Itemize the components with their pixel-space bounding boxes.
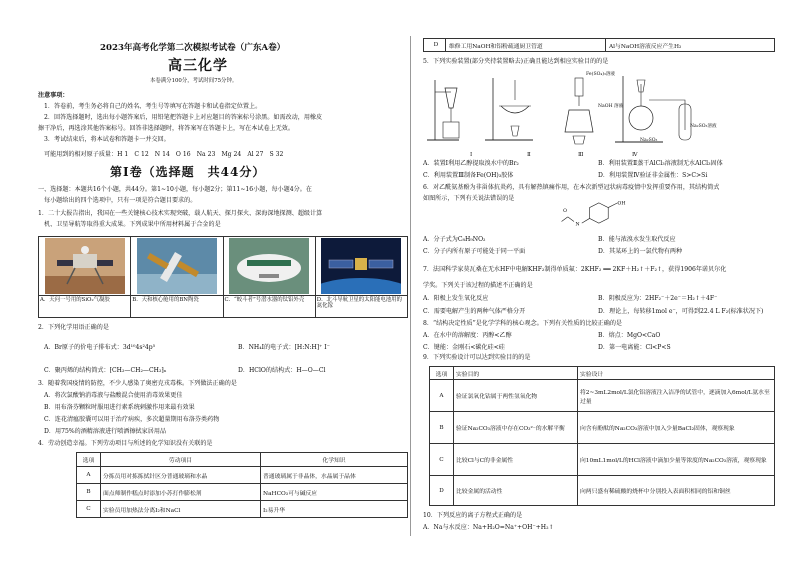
q6-stem: 6．对乙酰氨基酚为非甾体抗炎药，具有解热镇痛作用，在本次新型冠状病毒疫情中发挥重要作用，其结构简式 — [423, 184, 720, 191]
q3-option-c[interactable]: C．连花清瘟胶囊可以用于治疗病疾，多次超量期用布洛芬类药物 — [44, 416, 220, 423]
svg-text:N: N — [575, 222, 580, 228]
q2-option-c[interactable]: C．聚丙烯的结构简式：⁅CH₂—CH₂—CH₂⁆ₙ — [44, 367, 167, 374]
q1-stem: 机、卫星导航等取得重大成果。下列成果中所用材料属于合金的是 — [44, 221, 221, 228]
q4-option-d-row — [423, 38, 775, 52]
q6-option-c[interactable]: C．分子内所有原子可能处于同一平面 — [423, 248, 526, 255]
space-station-image — [131, 237, 223, 295]
q4-cell: 实验员用加热法分离I₂和NaCl — [101, 501, 261, 518]
q8-option-a[interactable]: A．在水中的溶解度：丙醇<乙醇 — [423, 332, 512, 339]
q4-cell: B — [77, 484, 101, 501]
q9-cell: 比较金属的活动性 — [454, 476, 578, 506]
q10-option-a[interactable]: A．Na与水反应：Na+H₂O=Na⁺+OH⁻+H₂↑ — [423, 524, 554, 531]
q5-stem: 5．下列实验装置(部分夹持装置略去)正确且能达到相应实验目的的是 — [423, 58, 609, 65]
q3-option-a[interactable]: A．将次氯酸钠消毒液与盐酸混合使用消毒效果更佳 — [44, 392, 183, 399]
q7-option-c[interactable]: C．需要电解产生的两种气体严格分开 — [423, 308, 526, 315]
q9-cell: 向含有酚酞的Na₂CO₃溶液中加入少量BaCl₂固体，观察现象 — [578, 412, 775, 444]
note-line: 3．考试结束后，将本试卷和答题卡一并交回。 — [44, 136, 170, 143]
q9-cell: 比较Cl与C的非金属性 — [454, 444, 578, 476]
q7-stem: 学奖。下列关于该过程的描述不正确的是 — [423, 282, 533, 289]
note-line: 2．回答选择题时，选出每小题答案后，用铅笔把答题卡上对应题目的答案标号涂黑。如需改动，用橡皮 — [44, 114, 323, 121]
q4-cell: NaHCO₃可与碱反应 — [261, 484, 408, 501]
section-heading: 第Ⅰ卷（选择题 共44分） — [110, 165, 266, 179]
svg-text:OH: OH — [617, 201, 626, 207]
exam-title: 2023年高考化学第二次模拟考试卷（广东A卷） — [100, 43, 286, 53]
apparatus-label: Ⅲ — [578, 152, 584, 158]
q5-option-b[interactable]: B．利用装置Ⅱ蒸干AlCl₃溶液制无水AlCl₃固体 — [598, 160, 723, 167]
apparatus-reagent: NaOH 溶液 — [598, 104, 624, 109]
q10-stem: 10．下列反应的离子方程式正确的是 — [423, 512, 523, 519]
q7-stem: 7．法国科学家莫瓦桑在无水HF中电解KHF₂制得单质氟：2KHF₂ ══ 2KF＋H₂↑＋F₂↑，获得1906年诺贝尔化 — [423, 266, 727, 273]
q2-option-a[interactable]: A．Br原子的价电子排布式：3d¹⁰4s²4p⁵ — [44, 344, 156, 351]
q8-stem: 8．“结构决定性质”是化学学科的核心观念。下列有关性质的比较正确的是 — [423, 320, 623, 327]
q2-option-d[interactable]: D．HClO的结构式：H—O—Cl — [238, 367, 326, 374]
q4-cell: D — [424, 39, 446, 51]
apparatus-reagent: Fe(SO₄)₃溶液 — [586, 72, 616, 77]
svg-text:O: O — [563, 209, 567, 215]
q9-cell: D — [430, 476, 454, 506]
q9-cell: 向两只盛有稀硫酸的烧杯中分别投入表面积相同的铝和铜丝 — [578, 476, 775, 506]
q4-cell: 普通玻璃属于非晶体，水晶属于晶体 — [261, 467, 408, 484]
q9-cell: 向10mL1mol/L的HCl溶液中滴加少量等浓度的Na₂CO₃溶液，观察现象 — [578, 444, 775, 476]
q9-cell: 验证氯氧化钴属于两性氢氧化物 — [454, 380, 578, 412]
q1-options-row — [38, 296, 408, 318]
note-line: 擦干净后，再选涂其他答案标号。回答非选择题时，将答案写在答题卡上，写在本试卷上无效。 — [38, 125, 294, 132]
subject-title: 高三化学 — [168, 58, 228, 74]
q5-option-d[interactable]: D．利用装置Ⅳ验证非金属性：S>C>Si — [598, 172, 708, 179]
q7-option-a[interactable]: A．阳极上发生氧化反应 — [423, 295, 489, 302]
q3-stem: 3．随着我国疫情的防控，不少人感染了奥密克戎毒株。下列做法正确的是 — [38, 380, 237, 387]
q1-option-b[interactable]: B．天和核心舱用的BN陶瓷 — [131, 296, 223, 317]
q4-cell: I₂易升华 — [261, 501, 408, 518]
apparatus-reagent: Na₂SO₃ — [640, 138, 658, 143]
q4-cell: 维修工用NaOH和铝粉疏通厨卫管道 — [446, 39, 606, 51]
q6-option-b[interactable]: B．能与浓溴水发生取代反应 — [598, 236, 676, 243]
q4-stem: 4．劳动创造幸福。下列劳动项目与所述的化学知识没有关联的是 — [38, 440, 213, 447]
q4-cell: 分拣员用对拣拣拭针区分普通玻璃和水晶 — [101, 467, 261, 484]
q1-option-a[interactable]: A．天问一号用的SiO₂气凝胶 — [39, 296, 131, 317]
q6-stem: 如图所示，下列有关说法错误的是 — [423, 195, 515, 202]
q9-cell: 将2~3mL2mol/L氯化铝溶液注入洁净的试管中，逐滴加入6mol/L氨水至过量 — [578, 380, 775, 412]
apparatus-label: Ⅳ — [632, 152, 638, 158]
q9-stem: 9．下列实验设计可以达到实验目的的是 — [423, 354, 531, 361]
q9-header: 选项 — [430, 367, 454, 380]
q4-cell: C — [77, 501, 101, 518]
q7-option-b[interactable]: B．阴极反应为：2HF₂⁻＋2e⁻＝H₂↑＋4F⁻ — [598, 295, 718, 302]
q4-table — [76, 452, 408, 518]
note-line: 1．答卷前，考生务必将自己的姓名、考生号等填写在答题卡和试卷指定位置上。 — [44, 103, 262, 110]
q7-option-d[interactable]: D．理论上，每转移1mol e⁻，可得到22.4 L F₂(标准状况下) — [598, 308, 764, 315]
q1-image-row — [38, 236, 408, 296]
q9-header: 实验设计 — [578, 367, 775, 380]
acetaminophen-structure — [560, 198, 630, 228]
apparatus-reagent: Na₂SO₃溶液 — [690, 124, 717, 129]
q3-option-b[interactable]: B．用布洛芬颗粒时服用进行素系统刺激作用来最有效果 — [44, 404, 195, 411]
q4-header: 劳动项目 — [101, 453, 261, 467]
q5-apparatus-figure — [423, 70, 713, 152]
q4-cell: 面点师制作糕点时添加小苏打作膨松剂 — [101, 484, 261, 501]
q4-header: 化学知识 — [261, 453, 408, 467]
q9-cell: B — [430, 412, 454, 444]
lander-image — [39, 237, 131, 295]
q5-option-a[interactable]: A．装置Ⅰ利用乙醇提取溴水中的Br₂ — [423, 160, 519, 167]
atomic-mass-line: 可能用到的相对原子质量：H 1 C 12 N 14 O 16 Na 23 Mg 24 Al 27 S 32 — [44, 151, 284, 158]
q6-option-d[interactable]: D．其某环上的一氯代物有两种 — [598, 248, 683, 255]
section-intro: 每小题给出的四个选项中，只有一项是符合题目要求的。 — [44, 197, 197, 204]
q5-option-c[interactable]: C．利用装置Ⅲ制备Fe(OH)₃胶体 — [423, 172, 514, 179]
q8-option-d[interactable]: D．第一电离能：Cl<P<S — [598, 344, 671, 351]
section-intro: 一、选择题：本题共16个小题，共44分。第1~10小题，每小题2分；第11~16小题，每小题4分。在 — [38, 186, 312, 193]
q3-option-d[interactable]: D．用75%的酒精溶液进行喷洒擦拭家居用品 — [44, 428, 167, 435]
q8-option-b[interactable]: B．熔点：MgO<CaO — [598, 332, 661, 339]
column-divider — [410, 36, 411, 536]
satellite-image — [316, 237, 407, 295]
q1-option-c[interactable]: C．“蛟斗者”号潜水器的钛铝外壳 — [224, 296, 316, 317]
q1-stem: 1．二十大报告指出，我国在一些关键核心技术实现突破，载人航天、探月探火、深海深地探测、超级计算 — [38, 210, 323, 217]
q4-header: 选项 — [77, 453, 101, 467]
q6-option-a[interactable]: A．分子式为C₈H₉NO₂ — [423, 236, 486, 243]
apparatus-label: Ⅱ — [527, 152, 531, 158]
submersible-image — [224, 237, 316, 295]
q2-stem: 2．下列化学用语正确的是 — [38, 324, 109, 331]
apparatus-label: Ⅰ — [470, 152, 473, 158]
q8-option-c[interactable]: C．键能：金刚石<碳化硅<硅 — [423, 344, 505, 351]
exam-meta: 本卷满分100分，考试时间75分钟。 — [150, 78, 238, 84]
q9-cell: A — [430, 380, 454, 412]
q9-table — [429, 366, 775, 506]
q4-cell: A — [77, 467, 101, 484]
notes-heading: 注意事项： — [38, 92, 69, 99]
q9-cell: 验证Na₂CO₃溶液中存在CO₃²⁻的水解平衡 — [454, 412, 578, 444]
q4-cell: Al与NaOH溶液反应产生H₂ — [609, 43, 682, 50]
q9-header: 实验目的 — [454, 367, 578, 380]
q1-option-d[interactable]: D．北斗导航卫星的太阳能电池用的氮化镓 — [316, 297, 402, 310]
q2-option-b[interactable]: B．NH₄I的电子式：[H:N:H]⁺ I⁻ — [238, 344, 330, 351]
q9-cell: C — [430, 444, 454, 476]
